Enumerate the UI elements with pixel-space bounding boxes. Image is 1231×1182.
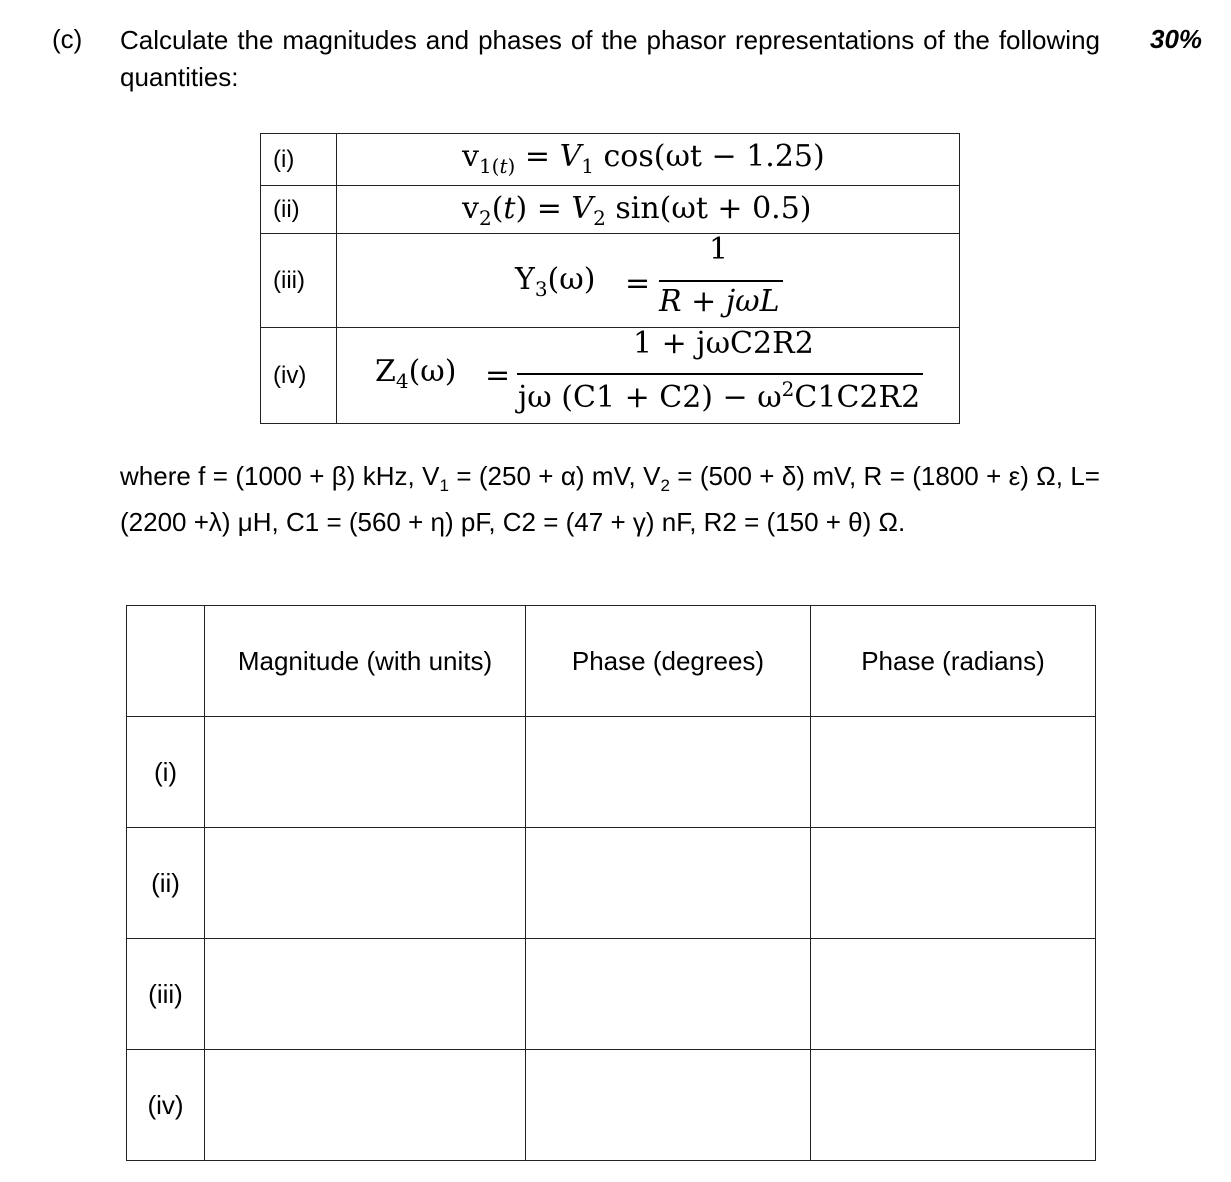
phase-radians-cell[interactable]: [811, 939, 1096, 1050]
fraction-numerator: 1 + jωC2R2: [633, 326, 814, 361]
fraction-denominator: jω $(C1 + C2) - \omega^2C1C2R2$: [518, 377, 921, 415]
equation-cell: [337, 234, 960, 328]
equation-cell: [337, 328, 960, 424]
magnitude-cell[interactable]: [205, 1050, 526, 1161]
answer-row: [127, 1050, 1096, 1161]
phase-radians-cell[interactable]: [811, 717, 1096, 828]
magnitude-cell[interactable]: [205, 717, 526, 828]
equation-label: (iv): [261, 328, 337, 424]
row-label: (ii): [127, 828, 205, 939]
question-text: Calculate the magnitudes and phases of the phasor representations of the following quantities:: [120, 25, 1100, 92]
fraction-bar: [659, 280, 783, 282]
row-label: (iv): [127, 1050, 205, 1161]
header-empty: [127, 606, 205, 717]
variable-definitions: where f = (1000 + β) kHz, $V_1 = (250 + \alpha)$ mV, $V_2 = (500 + \delta)$ mV, R = (1800 + ε) Ω, L= (2200 +λ) μH, C1 = (560 + η) pF, C2 = (47 + γ) nF, R2 = (150 + θ) Ω.: [120, 461, 1100, 538]
equation-label: (i): [261, 134, 337, 186]
phase-degrees-cell[interactable]: [526, 828, 811, 939]
answer-table: [126, 605, 1096, 1161]
phase-radians-cell[interactable]: [811, 828, 1096, 939]
answer-header-row: [127, 606, 1096, 717]
row-label: (i): [127, 717, 205, 828]
equation-row: [261, 234, 960, 328]
answer-row: [127, 717, 1096, 828]
equation-table: [260, 133, 960, 424]
equation-row: [261, 134, 960, 186]
equation-label: (ii): [261, 186, 337, 234]
header-phase-radians: Phase (radians): [811, 606, 1096, 717]
equation-cell: [337, 134, 960, 186]
equation-row: [261, 328, 960, 424]
equation-iii-lhs: $Y_3(\omega)$: [515, 262, 596, 301]
phase-radians-cell[interactable]: [811, 1050, 1096, 1161]
equation-ii: $v_2(t) = V_2$ sin(ωt + 0.5): [462, 191, 812, 230]
equation-i: $v_{1(t)} = V_1$ cos(ωt − 1.25): [462, 139, 825, 178]
header-phase-degrees: Phase (degrees): [526, 606, 811, 717]
phase-degrees-cell[interactable]: [526, 1050, 811, 1161]
equals-sign: =: [625, 266, 651, 301]
fraction-bar: [517, 373, 923, 375]
equals-sign: =: [485, 358, 511, 393]
part-label: (c): [52, 24, 83, 54]
phase-degrees-cell[interactable]: [526, 717, 811, 828]
answer-row: [127, 939, 1096, 1050]
phase-degrees-cell[interactable]: [526, 939, 811, 1050]
equation-row: [261, 186, 960, 234]
fraction-numerator: 1: [709, 232, 729, 267]
row-label: (iii): [127, 939, 205, 1050]
marks-percentage: 30%: [1150, 24, 1203, 54]
header-magnitude: Magnitude (with units): [205, 606, 526, 717]
answer-row: [127, 828, 1096, 939]
magnitude-cell[interactable]: [205, 939, 526, 1050]
fraction-denominator: R + jωL: [659, 284, 780, 319]
equation-label: (iii): [261, 234, 337, 328]
magnitude-cell[interactable]: [205, 828, 526, 939]
equation-cell: [337, 186, 960, 234]
equation-iv-lhs: $Z_4(\omega)$: [375, 354, 457, 393]
